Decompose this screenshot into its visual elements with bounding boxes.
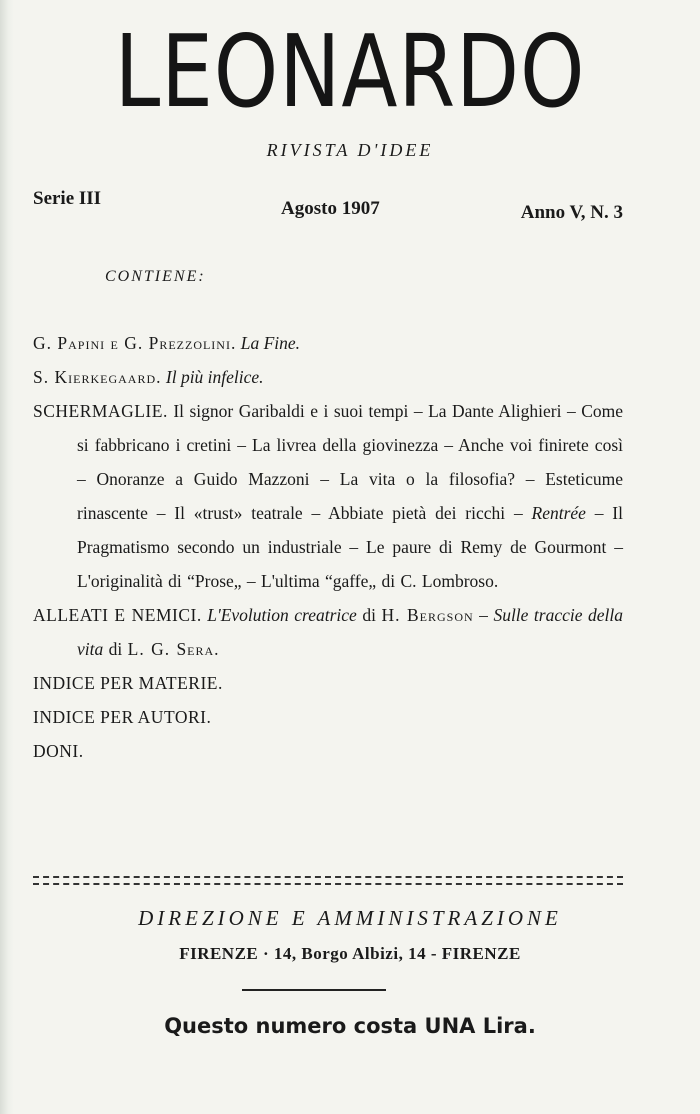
- magazine-title: LEONARDO: [114, 13, 586, 130]
- price-line: Questo numero costa UNA Lira.: [164, 1014, 536, 1038]
- entry-author: H. Bergson: [381, 605, 474, 625]
- entry-text: –: [479, 605, 488, 625]
- masthead: [0, 13, 700, 130]
- contents-heading: CONTIENE:: [105, 268, 206, 285]
- section-title: SCHERMAGLIE.: [33, 401, 168, 421]
- entry-text: di: [362, 605, 376, 625]
- entry-text: – Il Pragmatismo secondo un industriale – Le paure di Remy de Gourmont – L'originalità di “Prose„ – L'ultima “gaffe„ di C. Lombroso.: [77, 503, 623, 591]
- toc-entry-la-fine: [33, 326, 623, 360]
- entry-title: Il più infelice.: [165, 367, 264, 387]
- divider-rule: [33, 876, 623, 885]
- entry-text: Il signor Garibaldi e i suoi tempi – La Dante Alighieri – Come si fabbricano i cretini – La livrea della giovinezza – Anche voi finirete così – Onoranze a Guido Mazzoni – La vita o la filosofia? – Esteticume rinascente – Il «trust» teatrale – Abbiate pietà dei ricchi –: [77, 401, 623, 523]
- entry-title: L'Evolution creatrice: [207, 605, 357, 625]
- issue-series: Serie III: [33, 188, 102, 209]
- table-of-contents: [33, 326, 623, 768]
- entry-author: G. Papini e G. Prezzolini.: [33, 333, 237, 353]
- footer-address: FIRENZE · 14, Borgo Albizi, 14 - FIRENZE: [179, 944, 521, 963]
- toc-entry-il-piu-infelice: [33, 360, 623, 394]
- toc-entry-indice-autori: INDICE PER AUTORI.: [33, 707, 212, 727]
- entry-title: Rentrée: [531, 503, 586, 523]
- issue-date: Agosto 1907: [281, 198, 380, 219]
- entry-title: Sulle traccie della vita: [77, 605, 624, 659]
- toc-entry-schermaglie: [33, 394, 623, 598]
- toc-entry-indice-materie: INDICE PER MATERIE.: [33, 673, 223, 693]
- toc-entry-doni: DONI.: [33, 741, 84, 761]
- footer-heading: DIREZIONE E AMMINISTRAZIONE: [138, 906, 562, 930]
- issue-number: Anno V, N. 3: [520, 202, 623, 223]
- toc-entry-alleati-e-nemici: [33, 598, 623, 666]
- magazine-subtitle: RIVISTA D'IDEE: [266, 140, 434, 160]
- entry-text: di: [108, 639, 123, 659]
- section-title: ALLEATI E NEMICI.: [33, 605, 202, 625]
- entry-author: S. Kierkegaard.: [33, 367, 162, 387]
- entry-author: L. G. Sera.: [127, 639, 220, 659]
- short-divider: [242, 989, 386, 991]
- entry-title: La Fine.: [240, 333, 301, 353]
